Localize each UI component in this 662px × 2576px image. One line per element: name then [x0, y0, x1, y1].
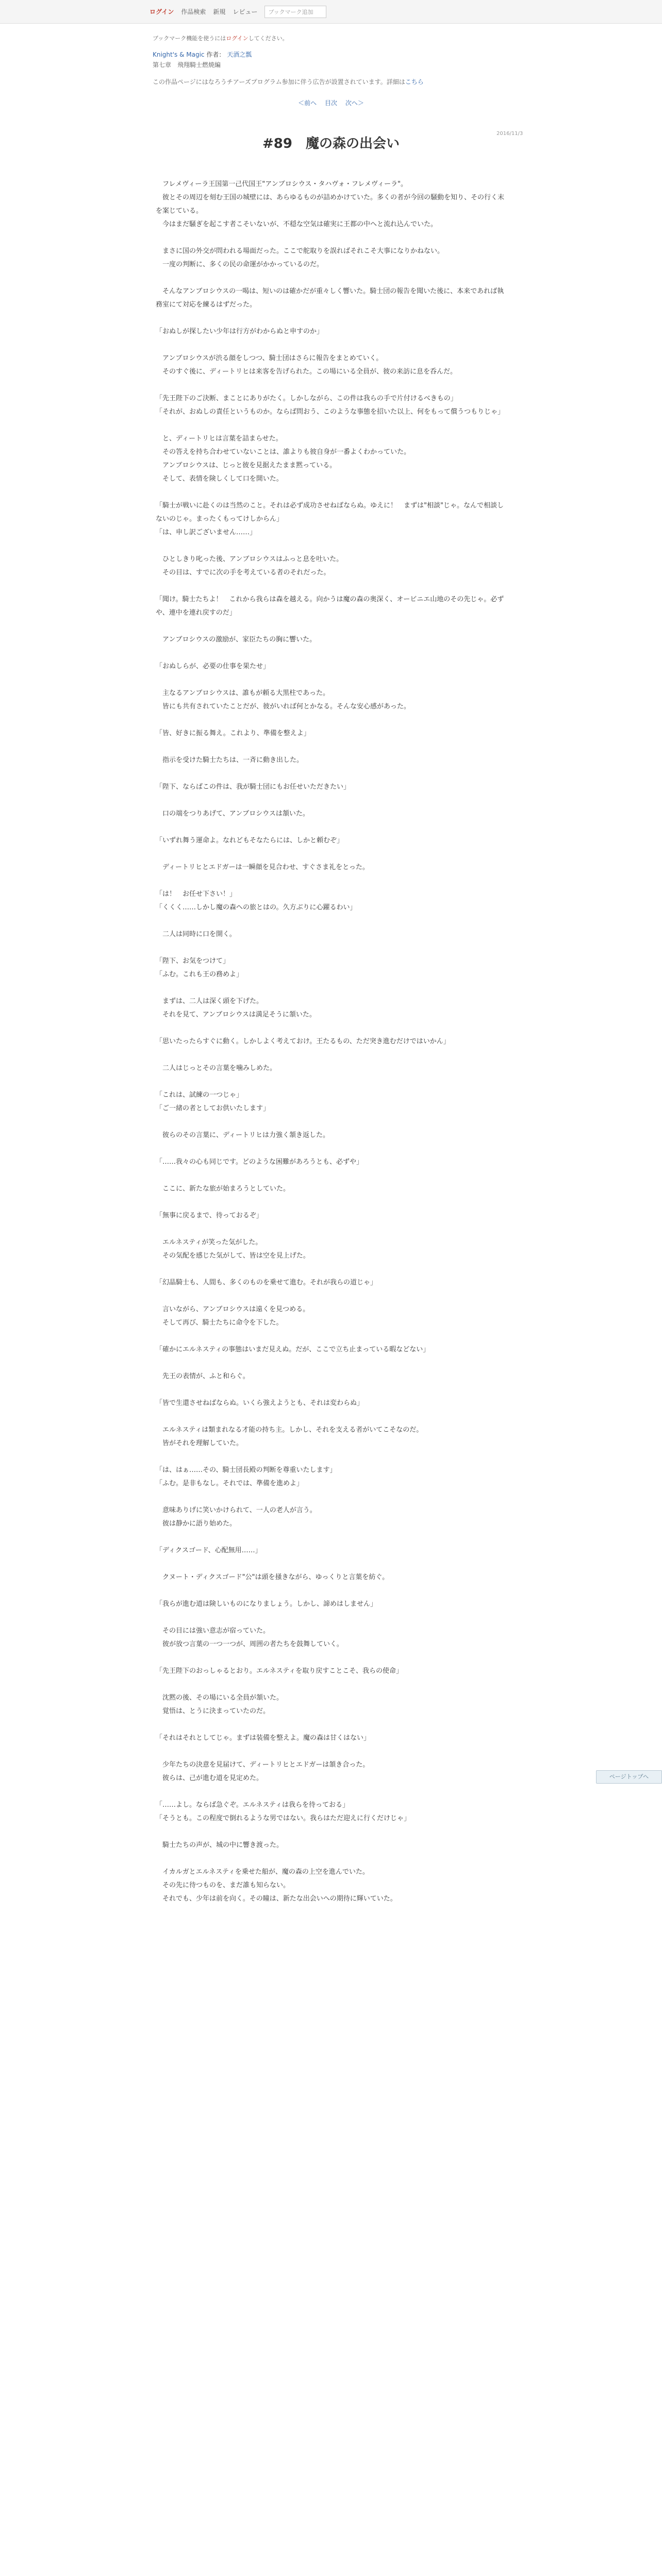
novel-paragraph: 皆がそれを理解していた。: [156, 1439, 243, 1447]
novel-paragraph: [156, 673, 506, 687]
novel-paragraph: 「は、申し訳ございません……」: [156, 529, 257, 536]
novel-paragraph: 「おぬしらが、必要の仕事を果たせ」: [156, 663, 270, 670]
author-link[interactable]: 天酒之瓢: [227, 51, 252, 58]
novel-paragraph: 騎士たちの声が、城の中に響き渡った。: [156, 1841, 284, 1849]
novel-paragraph: 沈黙の後、その場にいる全員が頷いた。: [156, 1694, 284, 1702]
novel-paragraph: エルネスティが笑った気がした。: [156, 1239, 262, 1246]
novel-paragraph: 「我らが進む道は険しいものになりましょう。しかし、諦めはしません」: [156, 1600, 377, 1608]
novel-paragraph: アンブロシウスは、じっと彼を見据えたまま黙っている。: [156, 462, 337, 469]
novel-paragraph: [156, 1785, 506, 1799]
novel-paragraph: 先王の表情が、ふと和らぐ。: [156, 1372, 250, 1380]
novel-paragraph: 「皆、好きに振る舞え。これより、準備を整えよ」: [156, 730, 310, 737]
novel-paragraph: [156, 580, 506, 593]
novel-paragraph: 彼は静かに語り始めた。: [156, 1520, 237, 1528]
novel-paragraph: 「ディクスゴード、心配無用……」: [156, 1547, 262, 1554]
novel-paragraph: その目には強い意志が宿っていた。: [156, 1627, 270, 1635]
ad-notice-link[interactable]: こちら: [405, 78, 424, 86]
notice-login-link[interactable]: ログイン: [226, 35, 249, 42]
novel-paragraph: アンブロシウスが渋る顔をしつつ、騎士団はさらに報告をまとめていく。: [156, 354, 383, 362]
novel-paragraph: [156, 1490, 506, 1504]
novel-paragraph: 「ふむ。是非もなし。それでは、準備を進めよ」: [156, 1480, 304, 1487]
novel-paragraph: 「それが、おぬしの責任というものか。ならば問おう、このような事態を招いた以上、何をもって償うつもりじゃ」: [156, 408, 505, 416]
novel-paragraph: [156, 338, 506, 352]
novel-paragraph: 彼らは、己が進む道を見定めた。: [156, 1774, 263, 1782]
novel-paragraph: 「それはそれとしてじゃ。まずは装備を整えよ。魔の森は甘くはない」: [156, 1734, 371, 1742]
novel-paragraph: [156, 981, 506, 995]
toc-link[interactable]: 目次: [324, 99, 337, 107]
series-title-link[interactable]: Knight's & Magic: [153, 51, 205, 58]
novel-paragraph: 「は！ お任せ下さい！」: [156, 890, 237, 898]
novel-paragraph: [156, 1048, 506, 1062]
pager: [0, 98, 662, 107]
novel-meta: [0, 42, 662, 70]
novel-paragraph: そのすぐ後に、ディートリヒは来客を告げられた。この場にいる全員が、彼の来訪に息を呑んだ。: [156, 368, 457, 376]
novel-paragraph: [156, 1169, 506, 1182]
novel-paragraph: その答えを持ち合わせていないことは、誰よりも彼自身が一番よくわかっていた。: [156, 448, 411, 456]
novel-paragraph: [156, 1825, 506, 1839]
novel-paragraph: 「聞け。騎士たちよ！ これから我らは森を越える。向かうは魔の森の奥深く、オービニエ山地のその先じゃ。必ずや、連中を連れ戻すのだ」: [156, 596, 504, 617]
novel-paragraph: [156, 740, 506, 754]
novel-paragraph: [156, 620, 506, 633]
novel-paragraph: 「……我々の心も同じです。どのような困難があろうとも、必ずや」: [156, 1158, 363, 1166]
novel-paragraph: [156, 1410, 506, 1423]
novel-paragraph: [156, 272, 506, 285]
novel-paragraph: 一度の判断に、多くの民の命運がかかっているのだ。: [156, 261, 324, 268]
next-link[interactable]: 次へ＞: [345, 99, 364, 107]
novel-paragraph: [156, 231, 506, 245]
novel-paragraph: 覚悟は、とうに決まっていたのだ。: [156, 1707, 270, 1715]
novel-paragraph: 「先王陛下のご決断、まことにありがたく。しかしながら、この件は我らの手で片付けるべきもの」: [156, 395, 457, 402]
novel-paragraph: [156, 1557, 506, 1571]
novel-paragraph: [156, 1022, 506, 1035]
novel-paragraph: [156, 379, 506, 392]
novel-paragraph: [156, 1611, 506, 1624]
page-top-button[interactable]: ページトップへ: [596, 1770, 662, 1784]
novel-paragraph: それを見て、アンブロシウスは満足そうに頷いた。: [156, 1011, 316, 1019]
novel-paragraph: アンブロシウスの激励が、家臣たちの胸に響いた。: [156, 636, 317, 643]
author-label: 作者：: [206, 51, 225, 58]
novel-paragraph: 「無事に戻るまで、待っておるぞ」: [156, 1212, 263, 1219]
novel-paragraph: [156, 1450, 506, 1464]
novel-paragraph: 彼とその周辺を刻む王国の城壁には、あらゆるものが詰めかけていた。多くの者が今回の騒動を知り、その行く末を案じている。: [156, 194, 505, 215]
novel-paragraph: そして、表情を険しくして口を開いた。: [156, 475, 283, 483]
novel-paragraph: [156, 914, 506, 928]
chapter-title: 第七章 飛翔騎士燃焼編: [153, 61, 221, 69]
novel-paragraph: 「くくく……しかし魔の森への旅とはの。久方ぶりに心躍るわい」: [156, 904, 357, 911]
novel-paragraph: それでも、少年は前を向く。その瞳は、新たな出会いへの期待に輝いていた。: [156, 1895, 397, 1903]
login-link[interactable]: ログイン: [150, 8, 174, 15]
novel-paragraph: [156, 1290, 506, 1303]
novel-paragraph: 「おぬしが探したい少年は行方がわからぬと申すのか」: [156, 328, 324, 335]
novel-paragraph: その目は、すでに次の手を考えている者のそれだった。: [156, 569, 330, 577]
novel-paragraph: [156, 486, 506, 499]
publish-date: 2016/11/3: [496, 131, 523, 137]
novel-paragraph: 主なるアンブロシウスは、誰もが頼る大黒柱であった。: [156, 689, 329, 697]
novel-paragraph: フレメヴィーラ王国第一己代国王"アンブロシウス・タハヴォ・フレメヴィーラ"。: [156, 180, 408, 188]
novel-paragraph: 指示を受けた騎士たちは、一斉に動き出した。: [156, 756, 304, 764]
novel-paragraph: [156, 874, 506, 888]
novel-paragraph: 「陛下、お気をつけて」: [156, 957, 230, 965]
novel-paragraph: ディートリヒとエドガーは一瞬顔を見合わせ、すぐさま礼をとった。: [156, 863, 369, 871]
nav-review-link[interactable]: レビュー: [233, 8, 258, 15]
novel-paragraph: 言いながら、アンブロシウスは遠くを見つめる。: [156, 1306, 310, 1313]
novel-paragraph: [156, 767, 506, 781]
novel-paragraph: [156, 1330, 506, 1343]
novel-paragraph: 「いずれ舞う運命よ。なれどもそなたらには、しかと頼むぞ」: [156, 837, 344, 844]
prev-link[interactable]: ＜前へ: [298, 99, 317, 107]
notice-tail-text: してください。: [248, 35, 288, 42]
novel-paragraph: 今はまだ騒ぎを起こす者こそいないが、不穏な空気は確実に王都の中へと流れ込んでいた。: [156, 221, 438, 228]
top-navigation-bar: [0, 0, 662, 24]
novel-paragraph: [156, 1852, 506, 1866]
novel-paragraph: イカルガとエルネスティを乗せた船が、魔の森の上空を進んでいた。: [156, 1868, 369, 1876]
novel-paragraph: [156, 1531, 506, 1544]
novel-paragraph: 皆にも共有されていたことだが、彼がいれば何とかなる。そんな安心感があった。: [156, 703, 410, 710]
novel-paragraph: 「陛下、ならばこの件は、我が騎士団にもお任せいただきたい」: [156, 783, 351, 791]
novel-paragraph: [156, 1142, 506, 1156]
bookmark-login-notice: [0, 24, 662, 42]
novel-paragraph: [156, 821, 506, 834]
novel-paragraph: その先に待つものを、まだ誰も知らない。: [156, 1882, 290, 1889]
novel-paragraph: [156, 1075, 506, 1089]
novel-paragraph: クヌート・ディクスゴード"公"は頭を掻きながら、ゆっくりと言葉を紡ぐ。: [156, 1573, 389, 1581]
novel-paragraph: 口の端をつりあげて、アンブロシウスは頷いた。: [156, 810, 309, 818]
novel-paragraph: [156, 1651, 506, 1665]
bookmark-add-box[interactable]: ブックマーク追加: [264, 6, 326, 18]
novel-paragraph: 「ご一緒の者としてお供いたします」: [156, 1105, 270, 1112]
novel-paragraph: 「確かにエルネスティの事態はいまだ見えぬ。だが、ここで立ち止まっている暇などない」: [156, 1346, 430, 1353]
novel-paragraph: [156, 848, 506, 861]
novel-paragraph: [156, 1357, 506, 1370]
novel-paragraph: [156, 1678, 506, 1691]
novel-paragraph: [156, 1383, 506, 1397]
novel-paragraph: そして再び、騎士たちに命令を下した。: [156, 1319, 283, 1327]
novel-paragraph: 二人はじっとその言葉を噛みしめた。: [156, 1064, 277, 1072]
episode-title: #89 魔の森の出会い: [262, 136, 400, 151]
novel-paragraph: [156, 1745, 506, 1758]
novel-paragraph: [156, 1263, 506, 1276]
novel-paragraph: ここに、新たな旅が始まろうとしていた。: [156, 1185, 290, 1193]
nav-new-link[interactable]: 新規: [213, 8, 226, 15]
novel-paragraph: [156, 1223, 506, 1236]
novel-paragraph: 「これは、試練の一つじゃ」: [156, 1091, 243, 1099]
novel-paragraph: ひとしきり叱った後、アンブロシウスはふっと息を吐いた。: [156, 555, 343, 563]
ad-notice: [153, 77, 483, 86]
novel-paragraph: そんなアンブロシウスの一喝は、短いのは確かだが重々しく響いた。騎士団の報告を聞いた後に、本来であれば執務室にて対応を練るはずだった。: [156, 287, 504, 309]
novel-paragraph: [156, 1718, 506, 1732]
notice-text: ブックマーク機能を使うには: [153, 35, 226, 42]
novel-paragraph: [156, 419, 506, 432]
novel-paragraph: 「先王陛下のおっしゃるとおり。エルネスティを取り戻すことこそ、我らの使命」: [156, 1667, 403, 1675]
novel-paragraph: 「騎士が戦いに赴くのは当然のこと。それは必ず成功させねばならぬ。ゆえに！ まずは"相談"じゃ。なんで相談しないのじゃ。まったくもってけしからん」: [156, 502, 504, 523]
novel-paragraph: [156, 1196, 506, 1209]
novel-paragraph: [156, 647, 506, 660]
novel-paragraph: 「は、はぁ……その、騎士団長殿の判断を尊重いたします」: [156, 1466, 337, 1474]
novel-paragraph: まさに国の外交が問われる場面だった。ここで舵取りを誤ればそれこそ大事になりかねない。: [156, 247, 444, 255]
novel-paragraph: 「幻晶騎士も、人間も、多くのものを乗せて進む。それが我らの道じゃ」: [156, 1279, 377, 1286]
novel-paragraph: 彼らのその言葉に、ディートリヒは力強く頷き返した。: [156, 1131, 329, 1139]
novel-paragraph: [156, 941, 506, 955]
novel-paragraph: [156, 794, 506, 807]
novel-paragraph: [156, 1115, 506, 1129]
novel-paragraph: その気配を感じた気がして、皆は空を見上げた。: [156, 1252, 310, 1260]
novel-paragraph: 「そうとも。この程度で倒れるような男ではない。我らはただ迎えに行くだけじゃ」: [156, 1815, 411, 1822]
novel-paragraph: エルネスティは類まれなる才能の持ち主。しかし、それを支える者がいてこそなのだ。: [156, 1426, 423, 1434]
novel-paragraph: [156, 539, 506, 553]
novel-paragraph: 「……よし。ならば急ぐぞ。エルネスティは我らを待っておる」: [156, 1801, 350, 1809]
novel-paragraph: 彼が放つ言葉の一つ一つが、周囲の者たちを鼓舞していく。: [156, 1640, 343, 1648]
novel-paragraph: 少年たちの決意を見届けて、ディートリヒとエドガーは頷き合った。: [156, 1761, 370, 1769]
novel-paragraph: 意味ありげに笑いかけられて、一人の老人が言う。: [156, 1506, 317, 1514]
novel-body: [156, 178, 506, 1906]
ad-notice-text: この作品ページにはなろうチアーズプログラム参加に伴う広告が設置されています。詳細は: [153, 78, 405, 86]
novel-paragraph: [156, 714, 506, 727]
novel-paragraph: [156, 312, 506, 325]
novel-paragraph: [156, 1584, 506, 1598]
novel-paragraph: 「思いたったらすぐに動く。しかしよく考えておけ。王たるもの、ただ突き進むだけではいかん」: [156, 1038, 450, 1045]
novel-paragraph: まずは、二人は深く頭を下げた。: [156, 997, 263, 1005]
nav-search-link[interactable]: 作品検索: [181, 8, 206, 15]
novel-paragraph: 「ふむ。これも王の務めよ」: [156, 971, 243, 978]
novel-paragraph: と、ディートリヒは言葉を詰まらせた。: [156, 435, 283, 443]
novel-paragraph: 二人は同時に口を開く。: [156, 930, 236, 938]
novel-paragraph: 「皆で生還させねばならぬ。いくら強えようとも、それは変わらぬ」: [156, 1399, 364, 1407]
